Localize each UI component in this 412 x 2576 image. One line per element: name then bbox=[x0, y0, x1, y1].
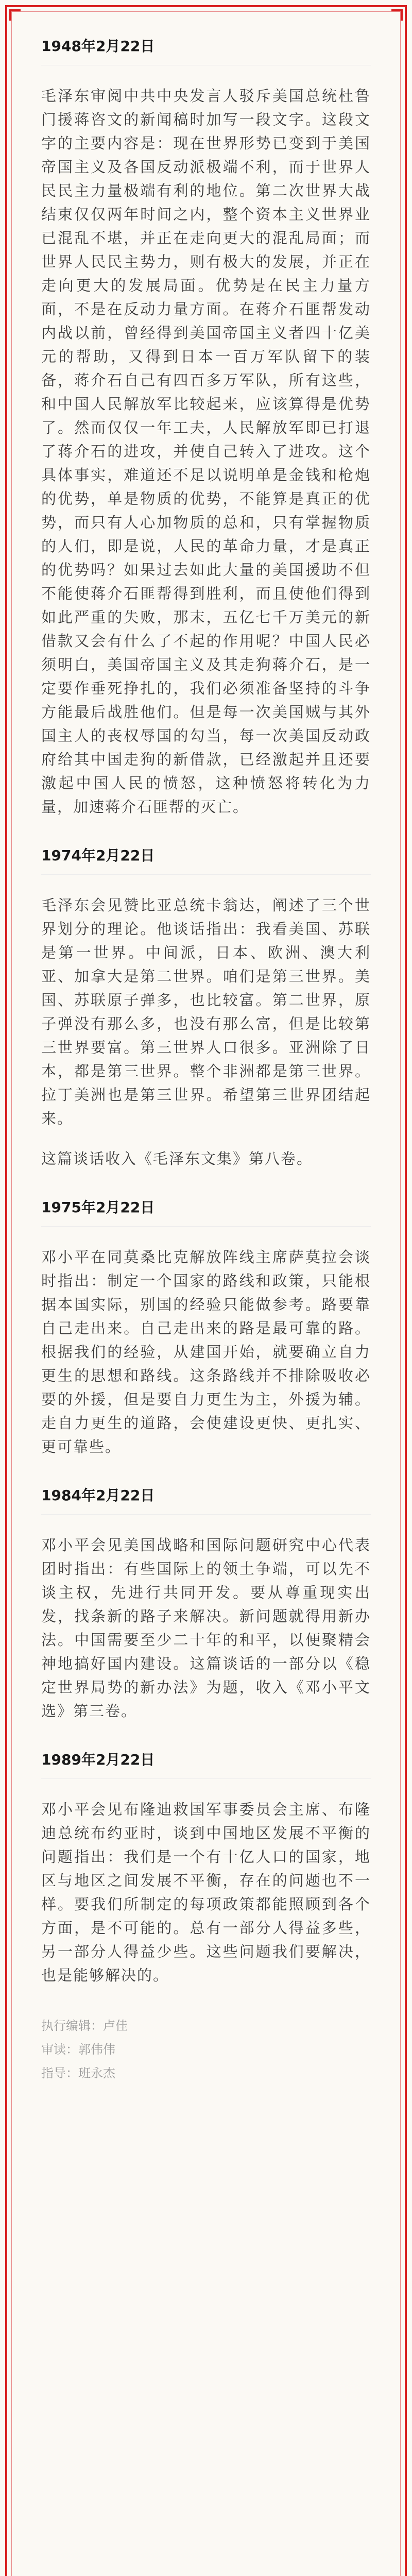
entry-date: 1948年2月22日 bbox=[41, 38, 155, 55]
entry-paragraph: 邓小平会见布隆迪救国军事委员会主席、布隆迪总统布约亚时，谈到中国地区发展不平衡的问题指出：我们是一个有十亿人口的国家，地区与地区之间发展不平衡，存在的问题也不一样。要我们所制定的每项政策都能照顾到各个方面，是不可能的。总有一部分人得益多些，另一部分人得益少些。这些问题我们要解决，也是能够解决的。 bbox=[41, 1801, 371, 1984]
entry-date: 1975年2月22日 bbox=[41, 1199, 155, 1216]
entry-paragraph: 邓小平在同莫桑比克解放阵线主席萨莫拉会谈时指出：制定一个国家的路线和政策，只能根据本国实际，别国的经验只能做参考。路要靠自己走出来。自己走出来的路是最可靠的路。根据我们的经验，从建国开始，就要确立自力更生的思想和路线。这条路线并不排除吸收必要的外援，但是要自力更生为主，外援为辅。走自力更生的道路，会使建设更快、更扎实、更可靠些。 bbox=[41, 1248, 371, 1455]
entry-date: 1974年2月22日 bbox=[41, 847, 155, 864]
date-divider bbox=[41, 1778, 371, 1779]
history-entry-1975 bbox=[41, 1197, 371, 1459]
date-divider bbox=[41, 1514, 371, 1515]
date-divider bbox=[41, 874, 371, 875]
entry-date: 1989年2月22日 bbox=[41, 1751, 155, 1768]
credit-reviewer: 审读：郭伟伟 bbox=[41, 2042, 115, 2057]
history-entry-1984 bbox=[41, 1485, 371, 1723]
date-divider bbox=[41, 1226, 371, 1227]
entry-date: 1984年2月22日 bbox=[41, 1487, 155, 1504]
credit-editor: 执行编辑：卢佳 bbox=[41, 2019, 128, 2033]
entry-paragraph: 毛泽东会见赞比亚总统卡翁达，阐述了三个世界划分的理论。他谈话指出：我看美国、苏联是第一世界。中间派，日本、欧洲、澳大利亚、加拿大是第二世界。咱们是第三世界。美国、苏联原子弹多，也比较富。第二世界，原子弹没有那么多，也没有那么富，但是比较第三世界要富。第三世界人口很多。亚洲除了日本，都是第三世界。整个非洲都是第三世界。拉丁美洲也是第三世界。希望第三世界团结起来。 bbox=[41, 896, 371, 1127]
article-body bbox=[41, 36, 371, 2085]
history-entry-1948 bbox=[41, 36, 371, 819]
credit-guide: 指导：班永杰 bbox=[41, 2066, 115, 2080]
history-entry-1974 bbox=[41, 845, 371, 1171]
credits-block bbox=[41, 2014, 371, 2085]
entry-paragraph: 这篇谈话收入《毛泽东文集》第八卷。 bbox=[41, 1150, 313, 1167]
entry-paragraph: 毛泽东审阅中共中央发言人驳斥美国总统杜鲁门援蒋咨文的新闻稿时加写一段文字。这段文字的主要内容是：现在世界形势已变到于美国帝国主义及各国反动派极端不利，而于世界人民民主力量极端有利的地位。第二次世界大战结束仅仅两年时间之内，整个资本主义世界业已混乱不堪，并正在走向更大的混乱局面；而世界人民民主势力，则有极大的发展，并正在走向更大的发展局面。优势是在民主力量方面，不是在反动力量方面。在蒋介石匪帮发动内战以前，曾经得到美国帝国主义者四十亿美元的帮助，又得到日本一百万军队留下的装备，蒋介石自己有四百多万军队，所有这些，和中国人民解放军比较起来，应该算得是优势了。然而仅仅一年工夫，人民解放军即已打退了蒋介石的进攻，并使自己转入了进攻。这个具体事实，难道还不足以说明单是金钱和枪炮的优势，单是物质的优势，不能算是真正的优势，而只有人心加物质的总和，只有掌握物质的人们，即是说，人民的革命力量，才是真正的优势吗？如果过去如此大量的美国援助不但不能使蒋介石匪帮得到胜利，而且使他们得到如此严重的失败，那末，五亿七千万美元的新借款又会有什么了不起的作用呢？中国人民必须明白，美国帝国主义及其走狗蒋介石，是一定要作垂死挣扎的，我们必须准备坚持的斗争方能最后战胜他们。但是每一次美国贼与其外国主人的丧权辱国的勾当，每一次美国反动政府给其中国走狗的新借款，已经激起并且还要激起中国人民的愤怒，这种愤怒将转化为力量，加速蒋介石匪帮的灭亡。 bbox=[41, 87, 371, 816]
entry-paragraph: 邓小平会见美国战略和国际问题研究中心代表团时指出：有些国际上的领土争端，可以先不谈主权，先进行共同开发。要从尊重现实出发，找条新的路子来解决。新问题就得用新办法。中国需要至少二十年的和平，以便聚精会神地搞好国内建设。这篇谈话的一部分以《稳定世界局势的新办法》为题，收入《邓小平文选》第三卷。 bbox=[41, 1536, 371, 1720]
history-entry-1989 bbox=[41, 1750, 371, 1987]
